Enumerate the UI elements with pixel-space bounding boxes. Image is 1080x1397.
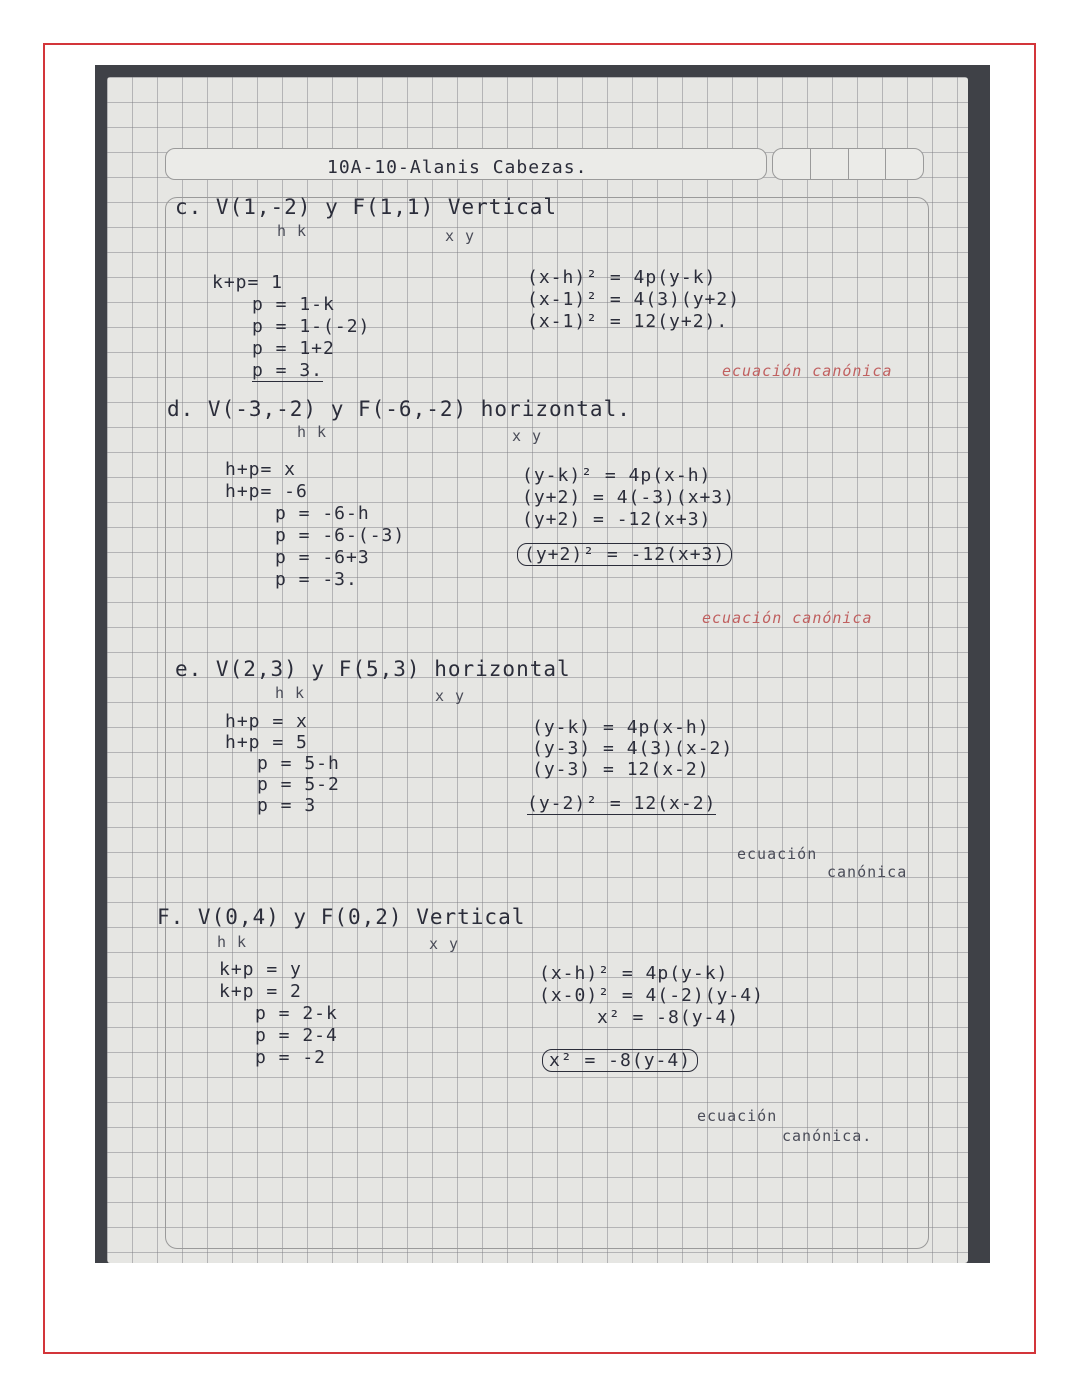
d-left-0: h+p= x [225,459,297,480]
c-left-2: p = 1-(-2) [252,316,371,337]
e-left-0: h+p = x [225,711,308,732]
c-left-0: k+p= 1 [212,272,284,293]
d-left-2: p = -6-h [275,503,370,524]
e-right-2: (y-3) = 12(x-2) [532,759,710,780]
problem-d-hk: h k [297,423,328,441]
c-right-2: (x-1)² = 12(y+2). [527,311,729,332]
e-left-3: p = 5-2 [257,774,340,795]
problem-f-statement: F. V(0,4) y F(0,2) Vertical [157,905,526,929]
f-left-1: k+p = 2 [219,981,302,1002]
d-result: (y+2)² = -12(x+3) [517,543,732,566]
notebook-page [107,77,968,1263]
notebook-photo [95,65,990,1263]
f-left-0: k+p = y [219,959,302,980]
d-result-label: ecuación canónica [702,609,873,627]
problem-e-xy: x y [435,687,466,705]
date-box [772,148,924,180]
e-left-4: p = 3 [257,795,317,816]
c-left-1: p = 1-k [252,294,335,315]
e-left-1: h+p = 5 [225,732,308,753]
f-right-1: (x-0)² = 4(-2)(y-4) [539,985,764,1006]
d-right-2: (y+2) = -12(x+3) [522,509,712,530]
d-right-0: (y-k)² = 4p(x-h) [522,465,712,486]
c-left-4: p = 3. [252,360,324,381]
d-left-1: h+p= -6 [225,481,308,502]
f-result: x² = -8(y-4) [542,1049,698,1072]
page-title: 10A-10-Alanis Cabezas. [327,157,588,178]
e-result: (y-2)² = 12(x-2) [527,793,717,814]
problem-f-hk: h k [217,933,248,951]
e-result-label-2: canónica [827,863,908,881]
f-right-2: x² = -8(y-4) [597,1007,740,1028]
d-left-4: p = -6+3 [275,547,370,568]
d-right-1: (y+2) = 4(-3)(x+3) [522,487,736,508]
c-left-3: p = 1+2 [252,338,335,359]
f-result-label-2: canónica. [782,1127,873,1145]
c-result-label: ecuación canónica [722,362,893,380]
c-right-1: (x-1)² = 4(3)(y+2) [527,289,741,310]
problem-c-statement: c. V(1,-2) y F(1,1) Vertical [175,195,558,219]
e-right-0: (y-k) = 4p(x-h) [532,717,710,738]
problem-c-hk: h k [277,222,308,240]
problem-c-xy: x y [445,227,476,245]
f-result-label-1: ecuación [697,1107,778,1125]
problem-d-xy: x y [512,427,543,445]
e-result-label-1: ecuación [737,845,818,863]
e-right-1: (y-3) = 4(3)(x-2) [532,738,734,759]
f-left-4: p = -2 [255,1047,327,1068]
f-left-3: p = 2-4 [255,1025,338,1046]
d-left-5: p = -3. [275,569,358,590]
e-left-2: p = 5-h [257,753,340,774]
f-left-2: p = 2-k [255,1003,338,1024]
problem-d-statement: d. V(-3,-2) y F(-6,-2) horizontal. [167,397,631,421]
f-right-0: (x-h)² = 4p(y-k) [539,963,729,984]
problem-e-statement: e. V(2,3) y F(5,3) horizontal [175,657,571,681]
c-right-0: (x-h)² = 4p(y-k) [527,267,717,288]
problem-f-xy: x y [429,935,460,953]
problem-e-hk: h k [275,684,306,702]
d-left-3: p = -6-(-3) [275,525,406,546]
